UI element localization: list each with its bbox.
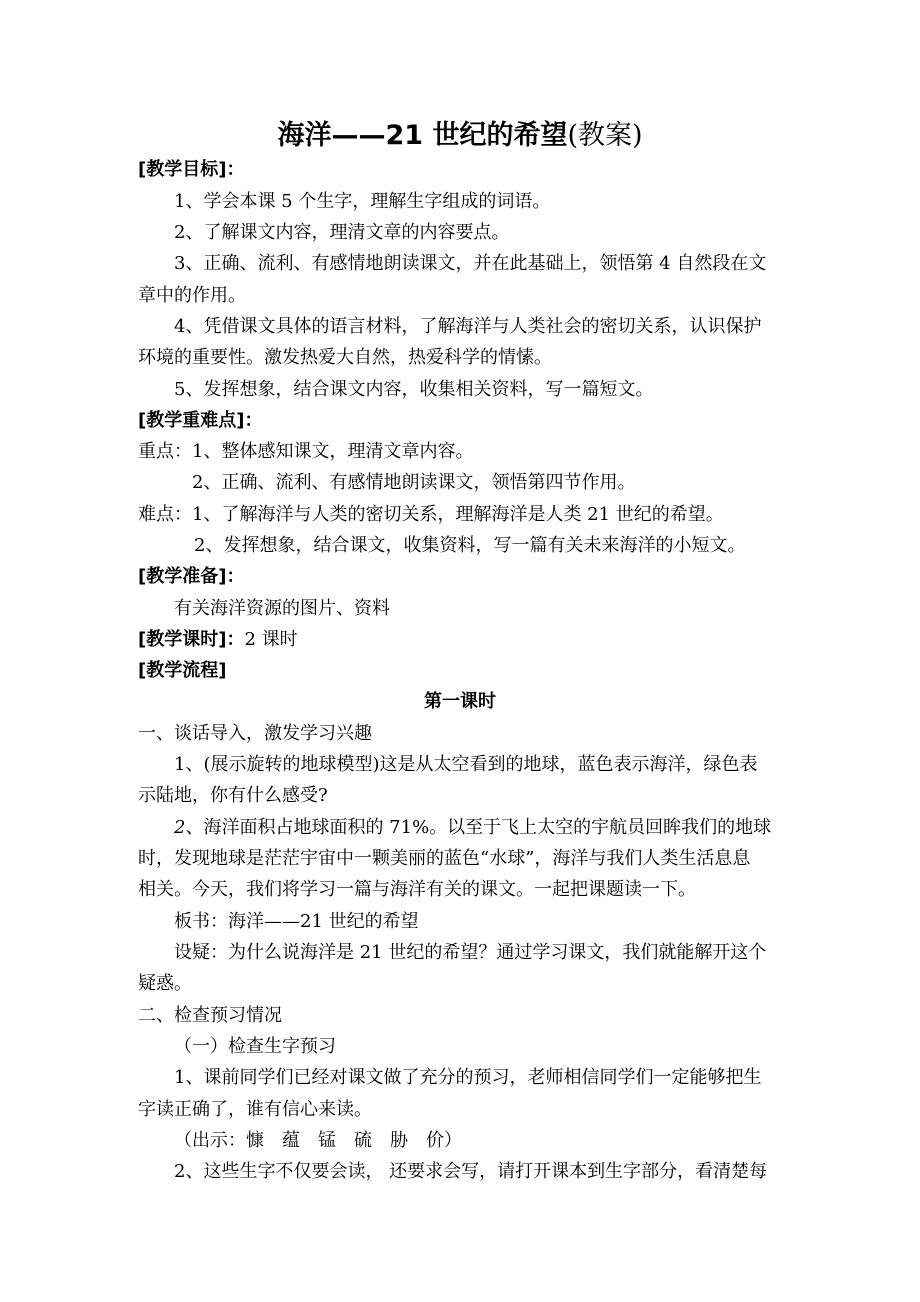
page-title xyxy=(0,116,920,156)
part2-title: 二、检查预习情况 xyxy=(138,1005,282,1026)
paragraph-line: 疑惑。 xyxy=(138,973,192,994)
hours-value: 2 课时 xyxy=(244,629,298,650)
paragraph-line: 相关。今天，我们将学习一篇与海洋有关的课文。一起把课题读一下。 xyxy=(138,879,696,900)
title-main: 海洋——21 世纪的希望 xyxy=(277,120,568,151)
preparation-text: 有关海洋资源的图片、资料 xyxy=(174,598,390,619)
key-point-line: 2、正确、流利、有感情地朗读课文，领悟第四节作用。 xyxy=(192,472,636,493)
paragraph-line: 1、课前同学们已经对课文做了充分的预习，老师相信同学们一定能够把生 xyxy=(174,1067,762,1088)
part2-subtitle: （一）检查生字预习 xyxy=(174,1036,336,1057)
key-point-line: 重点：1、整体感知课文，理清文章内容。 xyxy=(138,441,474,462)
paragraph-line: 字读正确了，谁有信心来读。 xyxy=(138,1099,372,1120)
title-sub: (教案) xyxy=(567,120,643,151)
paragraph-text: 、海洋面积占地球面积的 71%。以至于飞上太空的宇航员回眸我们的地球 xyxy=(185,817,772,838)
lesson-heading: 第一课时 xyxy=(424,691,496,712)
question-line: 设疑：为什么说海洋是 21 世纪的希望？通过学习课文，我们就能解开这个 xyxy=(174,942,767,963)
objective-line: 4、凭借课文具体的语言材料，了解海洋与人类社会的密切关系，认识保护 xyxy=(174,316,762,337)
paragraph-line: 1、(展示旋转的地球模型)这是从太空看到的地球，蓝色表示海洋，绿色表 xyxy=(174,754,758,775)
objective-line: 章中的作用。 xyxy=(138,285,246,306)
paragraph-line: 时，发现地球是茫茫宇宙中一颗美丽的蓝色“水球”，海洋与我们人类生活息息 xyxy=(138,848,751,869)
paragraph-line xyxy=(174,816,824,840)
characters-line: （出示：慷 蕴 锰 硫 胁 价） xyxy=(174,1130,462,1151)
preparation-heading: [教学准备]： xyxy=(138,566,245,587)
blackboard-line: 板书：海洋——21 世纪的希望 xyxy=(174,911,419,932)
item-number: 2 xyxy=(174,817,186,838)
objective-line: 环境的重要性。激发热爱大自然，热爱科学的情愫。 xyxy=(138,347,552,368)
objective-line: 1、学会本课 5 个生字，理解生字组成的词语。 xyxy=(174,191,551,212)
hours-line xyxy=(138,628,788,652)
objectives-heading: [教学目标]： xyxy=(138,159,245,180)
hours-heading: [教学课时]： xyxy=(138,629,245,650)
objective-line: 3、正确、流利、有感情地朗读课文，并在此基础上，领悟第 4 自然段在文 xyxy=(174,253,767,274)
flow-heading: [教学流程] xyxy=(138,660,227,681)
difficulty-line: 难点：1、了解海洋与人类的密切关系，理解海洋是人类 21 世纪的希望。 xyxy=(138,504,724,525)
part1-title: 一、谈话导入，激发学习兴趣 xyxy=(138,723,372,744)
objective-line: 5、发挥想象，结合课文内容，收集相关资料，写一篇短文。 xyxy=(174,379,654,400)
paragraph-line: 示陆地，你有什么感受? xyxy=(138,785,328,806)
paragraph-line: 2、这些生字不仅要会读， 还要求会写，请打开课本到生字部分，看清楚每 xyxy=(174,1161,768,1182)
objective-line: 2、了解课文内容，理清文章的内容要点。 xyxy=(174,222,510,243)
key-points-heading: [教学重难点]： xyxy=(138,410,263,431)
difficulty-line: 2、发挥想象，结合课文，收集资料，写一篇有关未来海洋的小短文。 xyxy=(194,535,746,556)
